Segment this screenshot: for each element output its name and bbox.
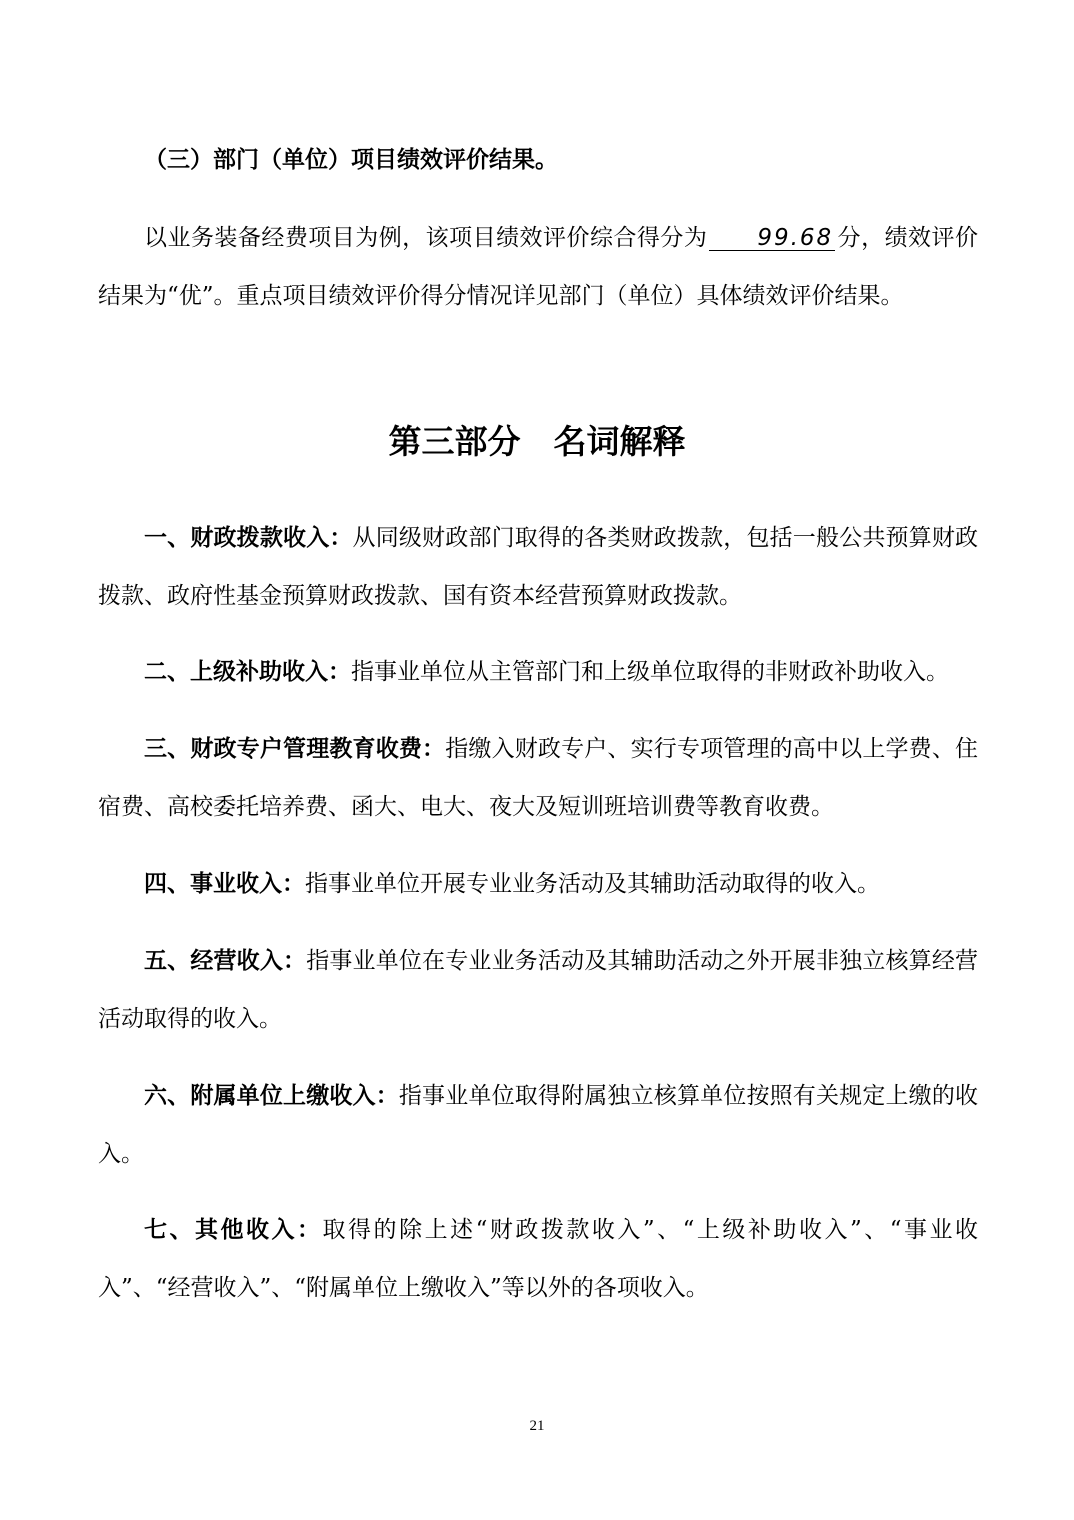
term-paragraph-7: [98, 1201, 978, 1317]
term-definition: 指事业单位在专业业务活动及其辅助活动之外开展非独立核算经营活动取得的收入。: [98, 948, 979, 1032]
section-heading: （三）部门（单位）项目绩效评价结果。: [144, 146, 558, 173]
part-title: 第三部分 名词解释: [388, 422, 686, 461]
term-definition: 取得的除上述“财政拨款收入”、“上级补助收入”、“事业收入”、“经营收入”、“附属单位上缴收入”等以外的各项收入。: [98, 1217, 978, 1301]
term-label: 三、财政专户管理教育收费：: [144, 735, 446, 762]
term-definition: 指事业单位开展专业业务活动及其辅助活动取得的收入。: [305, 871, 880, 897]
term-label: 五、经营收入：: [144, 947, 307, 974]
term-label: 二、上级补助收入：: [144, 658, 351, 685]
score-paragraph-lead: 以业务装备经费项目为例，该项目绩效评价综合得分为: [144, 225, 708, 251]
term-paragraph-4: [98, 855, 978, 913]
term-paragraph-2: [98, 643, 978, 701]
term-label: 七、其他收入：: [144, 1216, 323, 1243]
term-paragraph-3: [98, 720, 978, 836]
term-definition: 指事业单位取得附属独立核算单位按照有关规定上缴的收入。: [98, 1083, 979, 1167]
term-label: 一、财政拨款收入：: [144, 524, 353, 551]
term-paragraph-6: [98, 1067, 978, 1183]
term-paragraph-5: [98, 932, 978, 1048]
score-paragraph-tail: 分，绩效评价结果为“优”。重点项目绩效评价得分情况详见部门（单位）具体绩效评价结果。: [98, 225, 979, 309]
term-definition: 指事业单位从主管部门和上级单位取得的非财政补助收入。: [351, 659, 949, 685]
handwritten-score: 99.68: [709, 226, 835, 251]
score-paragraph: [98, 209, 978, 325]
term-paragraph-1: [98, 509, 978, 625]
term-definition: 指缴入财政专户、实行专项管理的高中以上学费、住宿费、高校委托培养费、函大、电大、夜大及短训班培训费等教育收费。: [98, 736, 979, 820]
term-label: 四、事业收入：: [144, 870, 305, 897]
term-definition: 从同级财政部门取得的各类财政拨款，包括一般公共预算财政拨款、政府性基金预算财政拨款、国有资本经营预算财政拨款。: [98, 525, 979, 609]
term-label: 六、附属单位上缴收入：: [144, 1082, 399, 1109]
page-number: 21: [529, 1418, 545, 1434]
